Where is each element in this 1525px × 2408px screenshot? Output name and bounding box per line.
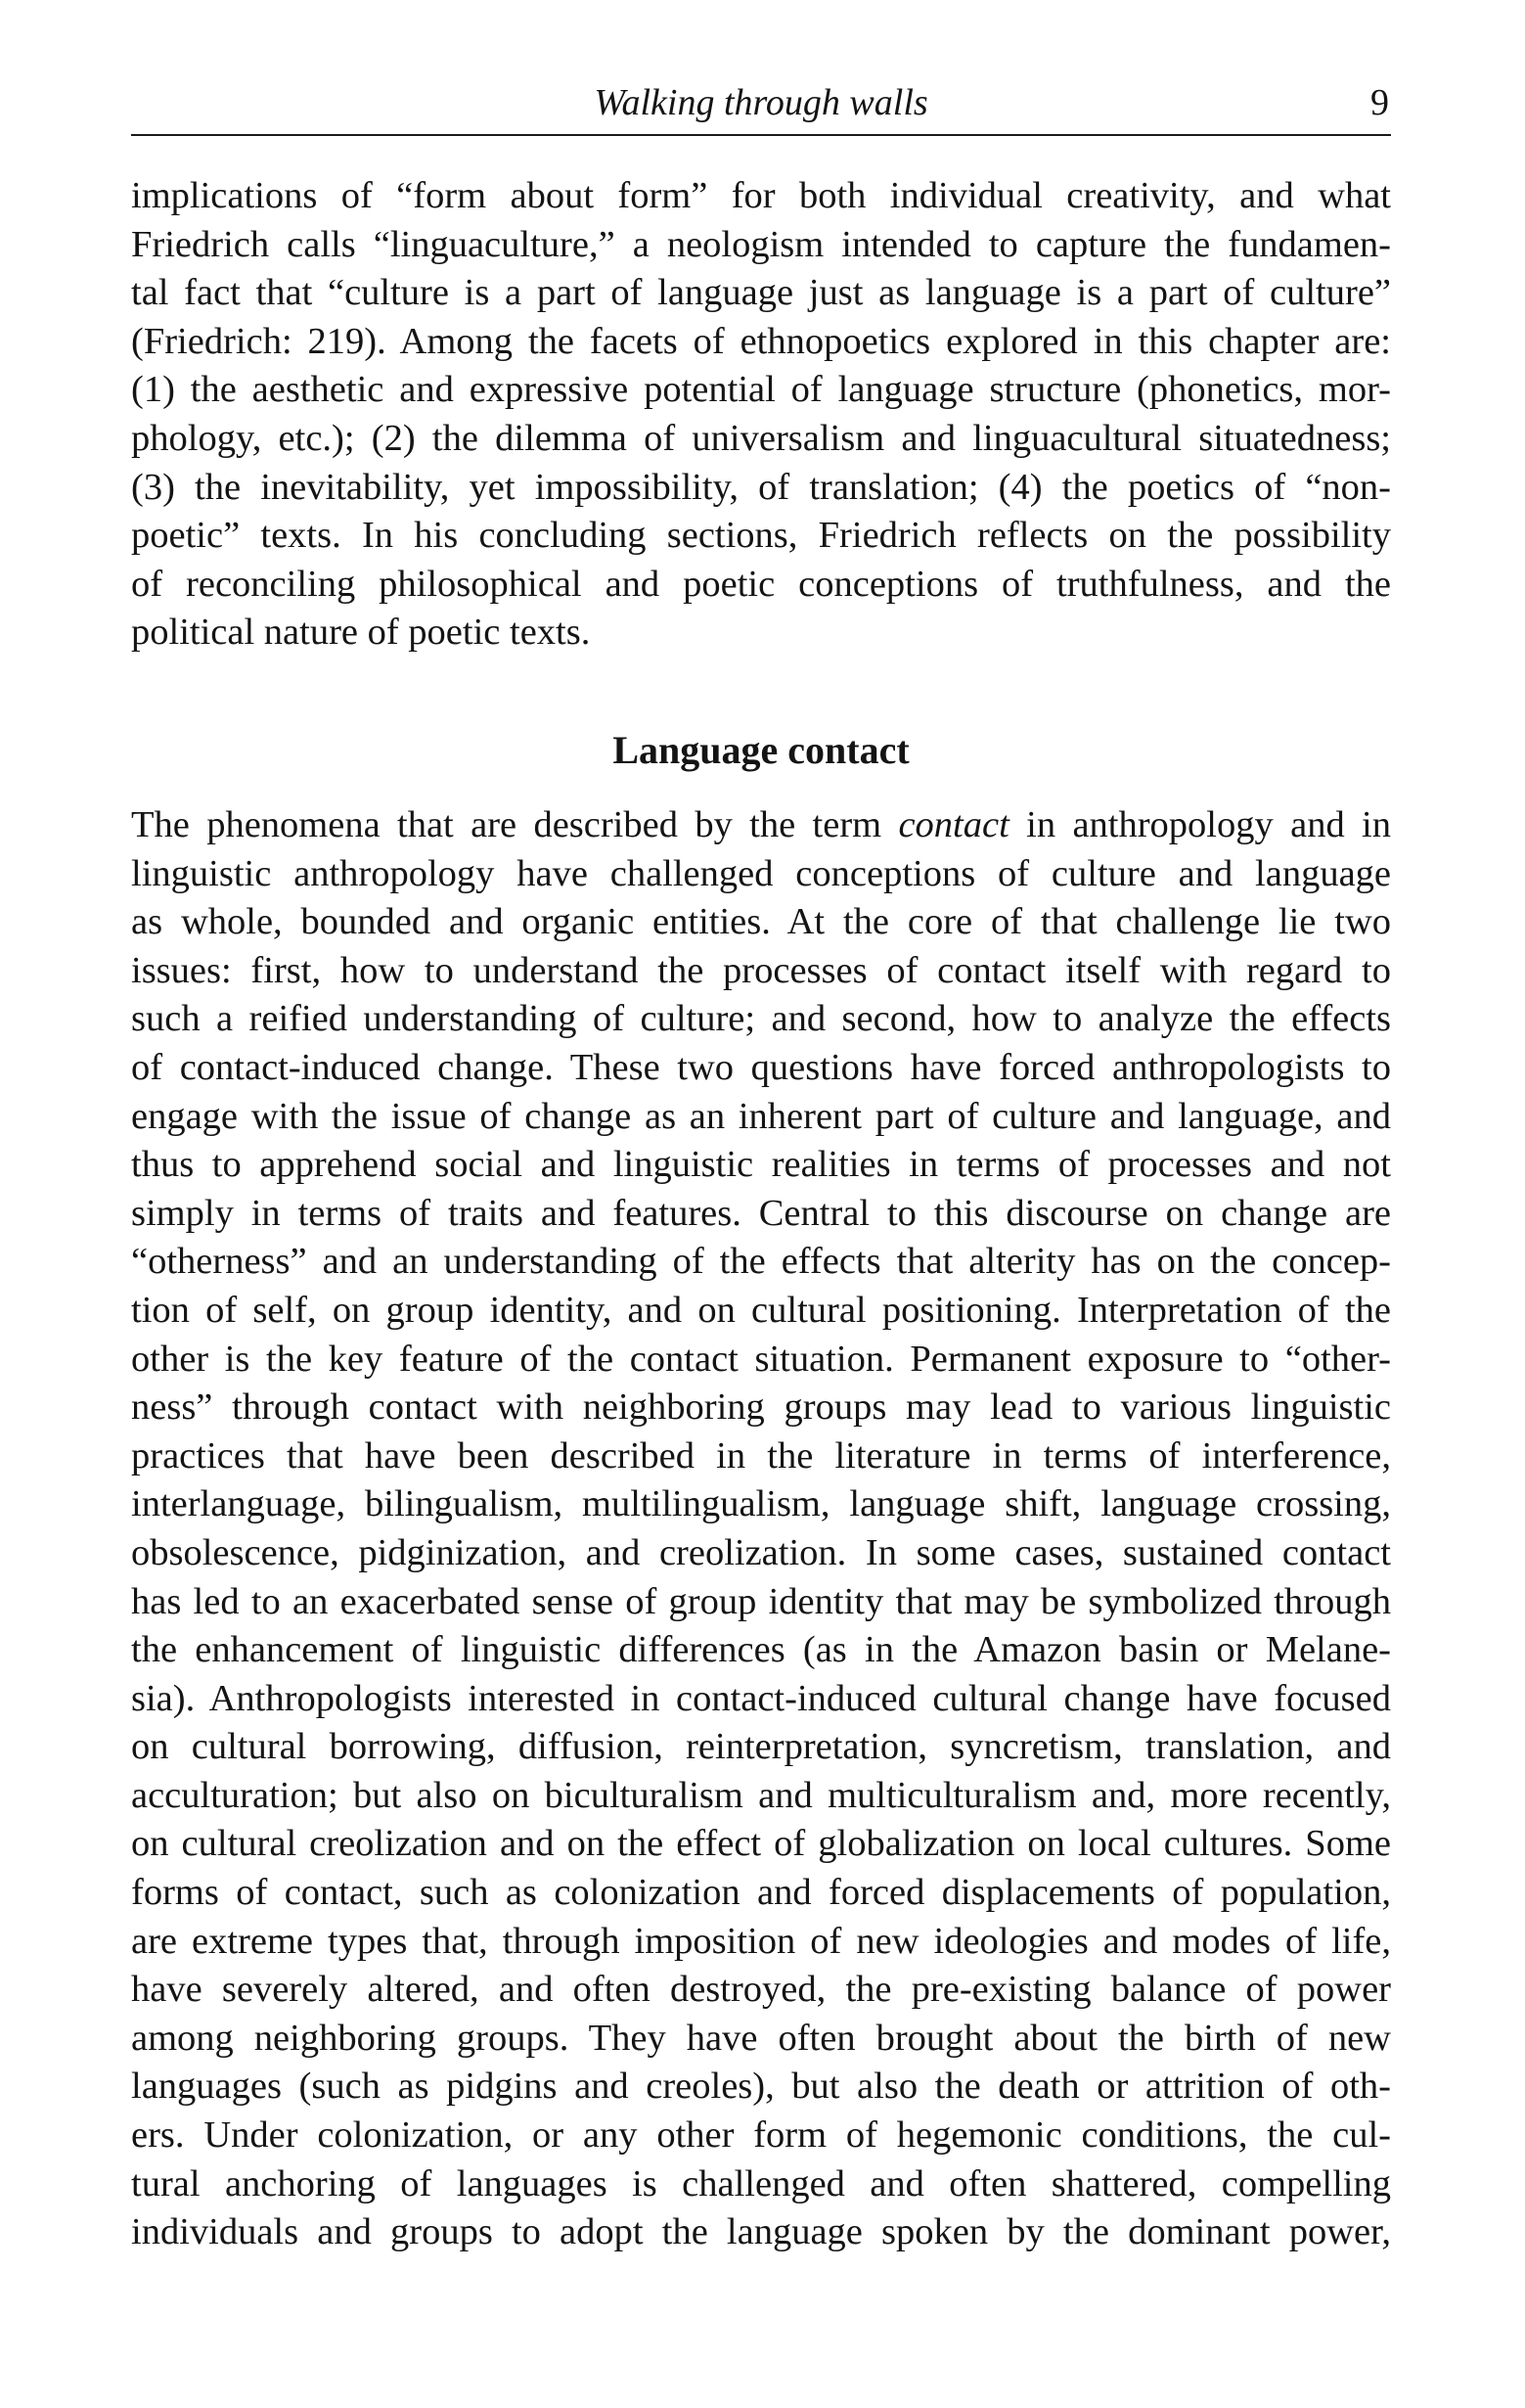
text-line: engage with the issue of change as an inherent part of culture and language, and [131, 1095, 1391, 1137]
text-line: linguistic anthropology have challenged conceptions of culture and language [131, 852, 1391, 894]
text-line: phology, etc.); (2) the dilemma of universalism and linguacultural situatedness; [131, 417, 1391, 459]
text-line: as whole, bounded and organic entities. At the core of that challenge lie two [131, 901, 1391, 943]
text-line: tion of self, on group identity, and on cultural positioning. Interpretation of the [131, 1289, 1391, 1331]
section-heading: Language contact [612, 728, 910, 772]
paragraph-1 [131, 172, 1391, 658]
text-line: on cultural borrowing, diffusion, reinterpretation, syncretism, translation, and [131, 1726, 1391, 1768]
header-rule [131, 134, 1391, 136]
text-line: are extreme types that, through imposition of new ideologies and modes of life, [131, 1920, 1391, 1962]
text-line: thus to apprehend social and linguistic realities in terms of processes and not [131, 1144, 1391, 1186]
text-line: obsolescence, pidginization, and creolization. In some cases, sustained contact [131, 1531, 1391, 1573]
text-line: such a reified understanding of culture; and second, how to analyze the effects [131, 998, 1391, 1040]
text-line: languages (such as pidgins and creoles), but also the death or attrition of oth- [131, 2066, 1391, 2108]
text-line: (Friedrich: 219). Among the facets of ethnopoetics explored in this chapter are: [131, 320, 1391, 362]
emphasis-text: contact [898, 804, 1009, 845]
text-line: among neighboring groups. They have often brought about the birth of new [131, 2017, 1391, 2059]
text-line: tural anchoring of languages is challenged and often shattered, compelling [131, 2162, 1391, 2204]
text-line: Friedrich calls “linguaculture,” a neologism intended to capture the fundamen- [131, 223, 1391, 265]
text-line: of contact-induced change. These two questions have forced anthropologists to [131, 1046, 1391, 1088]
running-title: Walking through walls [594, 82, 928, 123]
text-line: other is the key feature of the contact situation. Permanent exposure to “other- [131, 1338, 1391, 1380]
text-line: of reconciling philosophical and poetic conceptions of truthfulness, and the [131, 563, 1391, 605]
text-line: individuals and groups to adopt the language spoken by the dominant power, [131, 2211, 1391, 2253]
line-text-after: in anthropology and in [1009, 804, 1391, 845]
text-line: implications of “form about form” for both individual creativity, and what [131, 175, 1391, 216]
text-line: political nature of poetic texts. [131, 612, 591, 654]
text-line: has led to an exacerbated sense of group identity that may be symbolized through [131, 1580, 1391, 1622]
line-text-before: The phenomena that are described by the term [131, 804, 899, 845]
text-line: have severely altered, and often destroyed, the pre-existing balance of power [131, 1969, 1391, 2011]
text-line: the enhancement of linguistic differences (as in the Amazon basin or Melane- [131, 1629, 1391, 1671]
running-header [131, 78, 1391, 127]
text-line: sia). Anthropologists interested in contact-induced cultural change have focused [131, 1677, 1391, 1719]
page-number: 9 [1370, 82, 1389, 123]
text-line: (1) the aesthetic and expressive potential of language structure (phonetics, mor- [131, 369, 1391, 411]
paragraph-2 [131, 801, 1391, 2257]
text-line: ness” through contact with neighboring groups may lead to various linguistic [131, 1386, 1391, 1429]
text-line: ers. Under colonization, or any other form of hegemonic conditions, the cul- [131, 2114, 1391, 2157]
text-line: simply in terms of traits and features. Central to this discourse on change are [131, 1192, 1391, 1234]
text-line: (3) the inevitability, yet impossibility, of translation; (4) the poetics of “non- [131, 466, 1391, 508]
text-line: poetic” texts. In his concluding sections, Friedrich reflects on the possibility [131, 515, 1391, 557]
text-line: practices that have been described in the literature in terms of interference, [131, 1434, 1391, 1477]
text-line: issues: first, how to understand the processes of contact itself with regard to [131, 949, 1391, 991]
text-line: acculturation; but also on biculturalism and multiculturalism and, more recently, [131, 1774, 1391, 1816]
text-line [131, 801, 1391, 850]
text-line: interlanguage, bilingualism, multilingualism, language shift, language crossing, [131, 1483, 1391, 1525]
text-line: “otherness” and an understanding of the effects that alterity has on the concep- [131, 1241, 1391, 1283]
text-line: forms of contact, such as colonization and forced displacements of population, [131, 1872, 1391, 1914]
text-line: tal fact that “culture is a part of language just as language is a part of culture” [131, 272, 1391, 314]
text-line: on cultural creolization and on the effect of globalization on local cultures. Some [131, 1823, 1391, 1865]
